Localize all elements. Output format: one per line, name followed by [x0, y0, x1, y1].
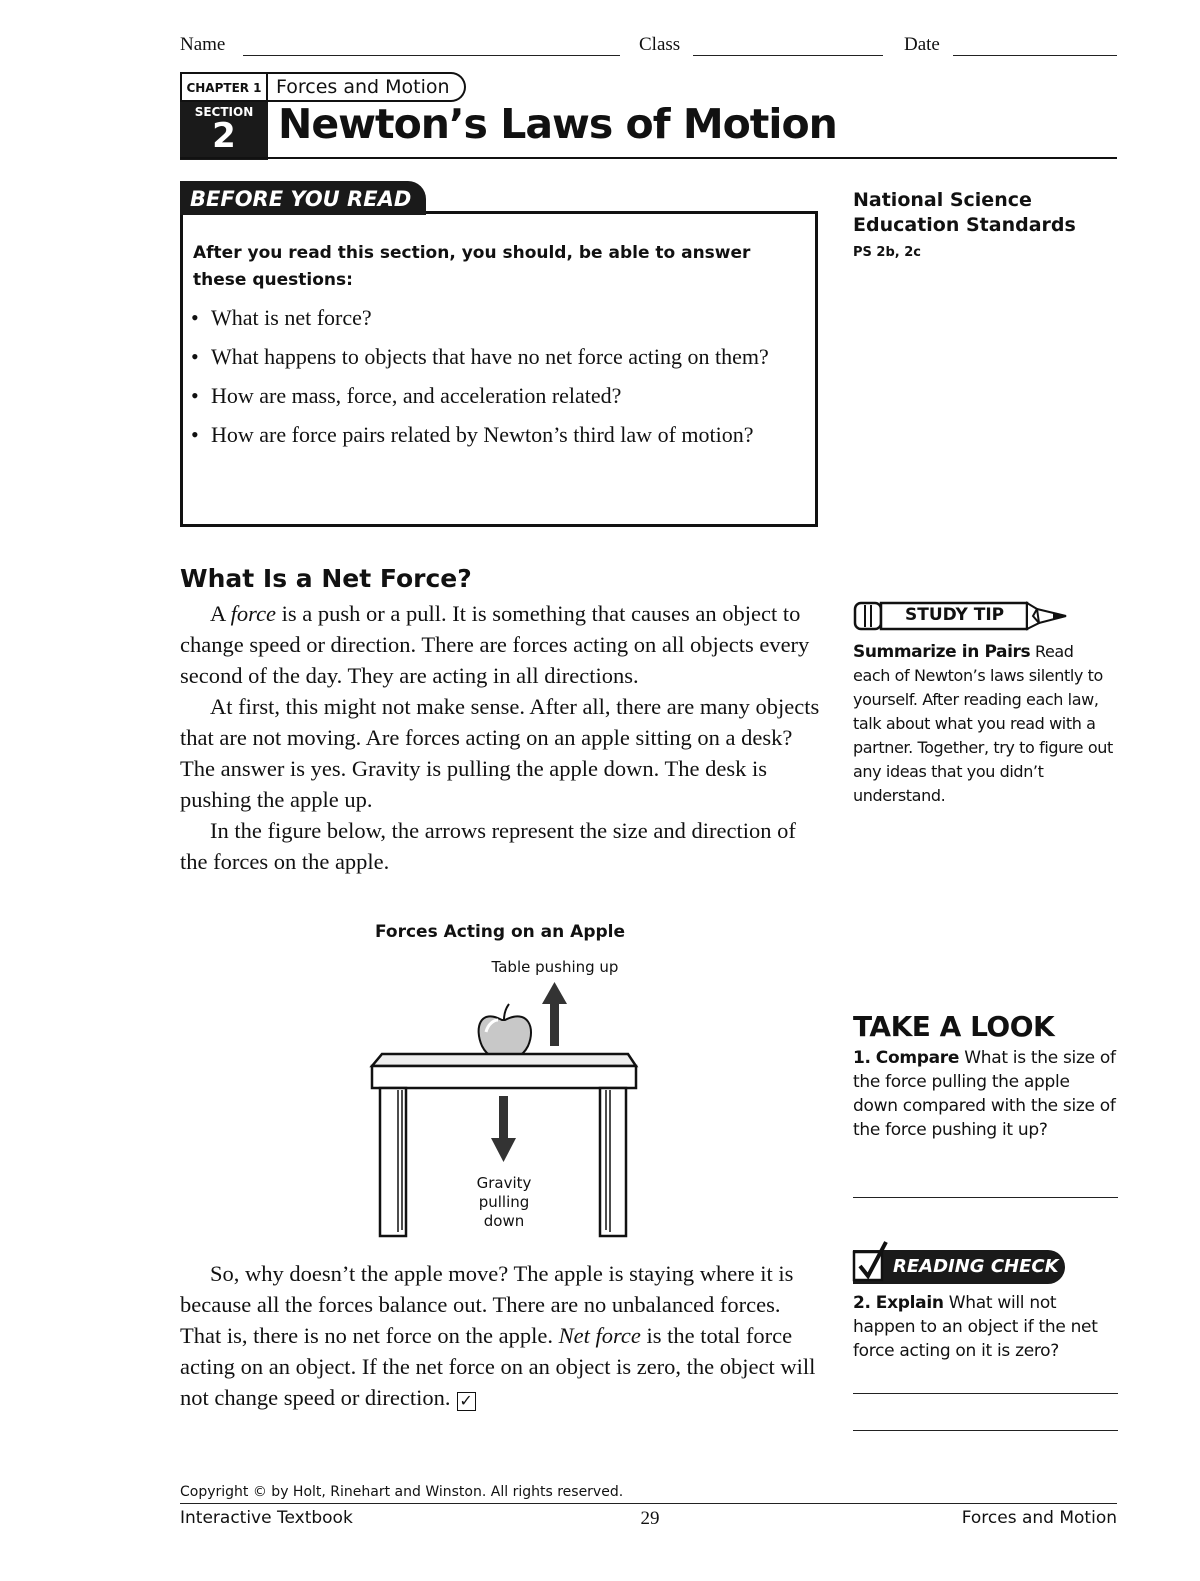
downward-arrow [491, 1096, 516, 1162]
reading-check-tab: READING CHECK [853, 1250, 1065, 1284]
objectives-list [191, 302, 791, 458]
objective-item: • How are mass, force, and acceleration related? [191, 380, 791, 411]
footer-divider [180, 1503, 1117, 1504]
before-you-read-tab: BEFORE YOU READ [180, 181, 426, 215]
paragraph-2: At first, this might not make sense. After all, there are many objects that are not moving. Are forces acting on an apple sitting on a desk? The answer is yes. Gravity is pulling the apple down. The desk is pushing the apple up. [180, 694, 820, 812]
standards-title: National Science Education Standards [853, 189, 1076, 236]
term-force: force [230, 601, 277, 626]
objective-item: • What happens to objects that have no net force acting on them? [191, 341, 771, 372]
study-tip-label: STUDY TIP [905, 605, 1005, 625]
apple-icon [479, 1004, 531, 1058]
before-you-read-intro: After you read this section, you should, be able to answer these questions: [193, 243, 751, 290]
reading-check-mark-icon: ✓ [457, 1392, 476, 1411]
up-force-label: Table pushing up [491, 958, 619, 976]
name-field[interactable] [243, 55, 620, 56]
section-number: 2 [212, 116, 236, 156]
paragraph-4: So, why doesn’t the apple move? The apple is staying where it is because all the forces balance out. There are no unbalanced forces. That is, there is no net force on the apple. Net force is the total force acting on an object. If the net force on an object is zero, the object will not change speed or direction. ✓ [180, 1261, 816, 1410]
copyright: Copyright © by Holt, Rinehart and Winston. All rights reserved. [180, 1484, 624, 1500]
class-label: Class [639, 34, 681, 55]
question-1-keyword: Compare [875, 1048, 960, 1068]
section-heading: What Is a Net Force? [180, 564, 472, 593]
section-title: Newton’s Laws of Motion [278, 100, 837, 148]
study-tip-heading: Summarize in Pairs [853, 642, 1031, 662]
title-divider [180, 157, 1117, 159]
term-net-force: Net force [558, 1323, 641, 1348]
footer-chapter-title: Forces and Motion [961, 1508, 1117, 1528]
take-a-look-title: TAKE A LOOK [853, 1010, 1055, 1043]
objective-item: • How are force pairs related by Newton’s third law of motion? [191, 419, 771, 450]
question-2: 2. Explain What will not happen to an object if the net force acting on it is zero? [853, 1293, 1098, 1361]
section-label: SECTION [194, 105, 254, 119]
down-force-label: Gravity pulling down [476, 1174, 532, 1230]
standards-codes: PS 2b, 2c [853, 245, 921, 260]
answer-line-3[interactable] [853, 1430, 1118, 1431]
answer-line-1[interactable] [853, 1197, 1118, 1198]
chapter-label: CHAPTER 1 [180, 72, 268, 102]
question-1: 1. Compare What is the size of the force pulling the apple down compared with the size of the force pushing it up? [853, 1048, 1116, 1140]
objective-item: • What is net force? [191, 302, 791, 333]
apple-table-figure [360, 980, 650, 1240]
name-label: Name [180, 34, 226, 55]
checkmark-icon [850, 1238, 892, 1286]
class-field[interactable] [693, 55, 883, 56]
study-tip-text: Summarize in Pairs Read each of Newton’s laws silently to yourself. After reading each law, talk about what you read with a partner. Together, try to figure out any ideas that you didn’t understand. [853, 642, 1113, 805]
section-badge [180, 102, 268, 160]
chapter-title: Forces and Motion [268, 72, 466, 102]
body-text-top [180, 598, 820, 877]
paragraph-3: In the figure below, the arrows represent the size and direction of the forces on the apple. [180, 818, 796, 874]
figure-title: Forces Acting on an Apple [374, 922, 626, 942]
answer-line-2[interactable] [853, 1393, 1118, 1394]
footer-book-title: Interactive Textbook [180, 1508, 353, 1528]
page-number: 29 [640, 1508, 660, 1529]
upward-arrow [542, 982, 567, 1046]
body-text-bottom [180, 1258, 820, 1413]
question-2-keyword: Explain [875, 1293, 944, 1313]
date-field[interactable] [953, 55, 1117, 56]
paragraph-1: A force is a push or a pull. It is something that causes an object to change speed or direction. There are forces acting on all objects every second of the day. They are acting in all directions. [180, 601, 810, 688]
date-label: Date [904, 34, 940, 55]
